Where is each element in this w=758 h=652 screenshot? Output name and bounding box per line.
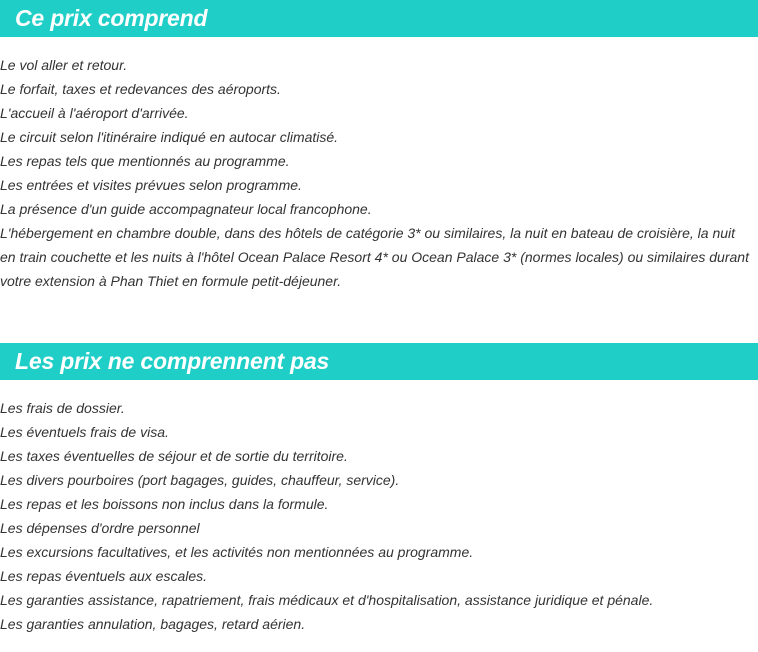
includes-item: L'hébergement en chambre double, dans des hôtels de catégorie 3* ou similaires, la nuit en bateau de croisière, la nuit en train couchette et les nuits à l'hôtel Ocean Palace Resort 4* ou Ocean Palace 3* (normes locales) ou similaires durant votre extension à Phan Thiet en formule petit-déjeuner. [0, 225, 749, 289]
includes-item: Les entrées et visites prévues selon programme. [0, 177, 302, 193]
excludes-item: Les excursions facultatives, et les activités non mentionnées au programme. [0, 544, 474, 560]
excludes-item: Les repas et les boissons non inclus dans la formule. [0, 496, 329, 512]
excludes-item: Les frais de dossier. [0, 400, 125, 416]
includes-item: Les repas tels que mentionnés au programme. [0, 153, 290, 169]
includes-item: Le forfait, taxes et redevances des aéroports. [0, 81, 281, 97]
excludes-item: Les taxes éventuelles de séjour et de sortie du territoire. [0, 448, 348, 464]
includes-list [0, 53, 758, 293]
excludes-item: Les garanties assistance, rapatriement, frais médicaux et d'hospitalisation, assistance juridique et pénale. [0, 592, 654, 608]
includes-item: L'accueil à l'aéroport d'arrivée. [0, 105, 189, 121]
excludes-item: Les divers pourboires (port bagages, guides, chauffeur, service). [0, 472, 400, 488]
excludes-section-title: Les prix ne comprennent pas [0, 343, 758, 380]
excludes-item: Les garanties annulation, bagages, retard aérien. [0, 616, 306, 632]
includes-section-title: Ce prix comprend [0, 0, 758, 37]
includes-item: Le circuit selon l'itinéraire indiqué en autocar climatisé. [0, 129, 339, 145]
includes-item: Le vol aller et retour. [0, 57, 128, 73]
excludes-list [0, 396, 758, 636]
includes-item: La présence d'un guide accompagnateur local francophone. [0, 201, 372, 217]
excludes-item: Les repas éventuels aux escales. [0, 568, 208, 584]
excludes-item: Les éventuels frais de visa. [0, 424, 169, 440]
excludes-item: Les dépenses d'ordre personnel [0, 520, 200, 536]
